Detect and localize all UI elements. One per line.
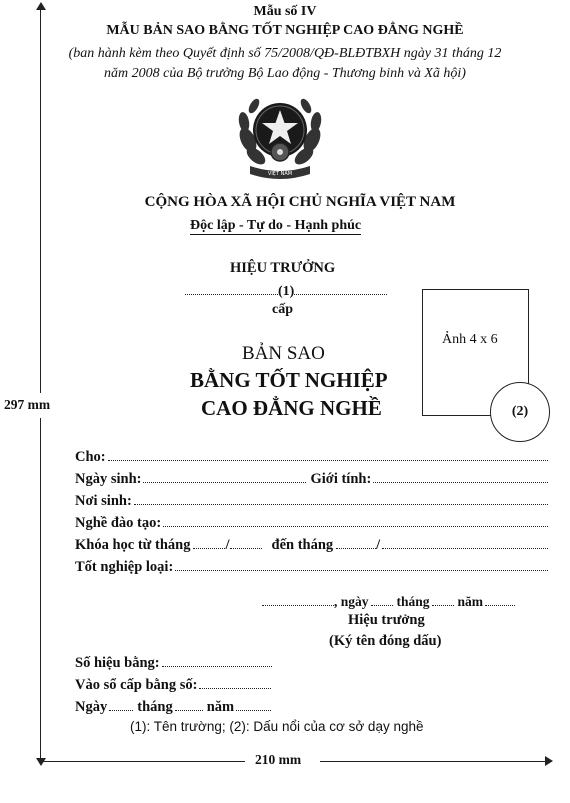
field-recipient (75, 448, 548, 468)
field-course-to-label: đến tháng (271, 537, 334, 553)
nation-title: CỘNG HÒA XÃ HỘI CHỦ NGHĨA VIỆT NAM (144, 194, 456, 210)
issue-month-blank[interactable] (432, 593, 454, 606)
registry-cert-no (75, 654, 272, 672)
registry-book-no-blank[interactable] (199, 676, 271, 689)
national-emblem (230, 90, 330, 182)
issue-place-blank[interactable] (262, 593, 334, 606)
issue-day-blank[interactable] (371, 593, 393, 606)
photo-label: Ảnh 4 x 6 (442, 332, 498, 347)
registry-year-label: năm (206, 699, 235, 715)
field-course-from-year[interactable] (230, 536, 262, 549)
field-birthplace (75, 492, 548, 512)
field-recipient-blank[interactable] (108, 448, 548, 461)
field-course-to-year[interactable] (382, 536, 548, 549)
registry-cert-no-label: Số hiệu bằng: (75, 655, 160, 671)
width-dimension-line-left (40, 761, 245, 762)
height-label: 297 mm (4, 397, 51, 412)
school-name-blank-2[interactable] (294, 282, 387, 295)
width-dimension-line-right (320, 761, 545, 762)
issuer-school-line (185, 282, 387, 300)
signature-title: Hiệu trưởng (348, 612, 425, 628)
field-birthplace-blank[interactable] (134, 492, 548, 505)
registry-year-blank[interactable] (236, 698, 271, 711)
field-trade-blank[interactable] (163, 514, 548, 527)
field-course-to-slash: / (376, 537, 381, 553)
field-grade-blank[interactable] (175, 558, 548, 571)
issuer-note-1: (1) (278, 284, 295, 299)
issue-year-blank[interactable] (485, 593, 515, 606)
registry-month-blank[interactable] (175, 698, 203, 711)
field-course-from-slash: / (225, 537, 230, 553)
field-dob-label: Ngày sinh: (75, 471, 142, 487)
motto-text: Độc lập - Tự do - Hạnh phúc (190, 218, 362, 233)
arrow-right-icon (545, 756, 553, 766)
document-title-line2: CAO ĐẲNG NGHỀ (201, 396, 382, 420)
seal-circle (490, 382, 550, 442)
field-trade-label: Nghề đào tạo: (75, 515, 162, 531)
registry-day-label: Ngày (75, 699, 108, 715)
seal-note: (2) (511, 404, 529, 419)
decree-reference-line1: (ban hành kèm theo Quyết định số 75/2008/QĐ-BLĐTBXH ngày 31 tháng 12 (68, 46, 502, 61)
registry-book-no-label: Vào sổ cấp bằng số: (75, 677, 198, 693)
width-label: 210 mm (255, 752, 302, 767)
school-name-blank[interactable] (185, 282, 278, 295)
field-grade-label: Tốt nghiệp loại: (75, 559, 174, 575)
field-course-to-month[interactable] (336, 536, 376, 549)
field-recipient-label: Cho: (75, 449, 106, 465)
registry-cert-no-blank[interactable] (162, 654, 272, 667)
field-dob-gender (75, 470, 548, 490)
issue-year-label: năm (457, 594, 484, 609)
field-trade (75, 514, 548, 534)
issue-date-line (262, 593, 515, 610)
field-grade (75, 558, 548, 578)
issuer-title: HIỆU TRƯỞNG (230, 260, 336, 276)
document-title-line1: BẰNG TỐT NGHIỆP (190, 368, 388, 392)
field-course-from-month[interactable] (193, 536, 225, 549)
issue-day-label: , ngày (334, 594, 369, 609)
footnote: (1): Tên trường; (2): Dấu nổi của cơ sở dạy nghề (130, 719, 424, 734)
copy-label: BẢN SAO (242, 343, 325, 364)
emblem-banner-text: VIỆT NAM (267, 171, 293, 177)
field-course (75, 536, 548, 556)
field-birthplace-label: Nơi sinh: (75, 493, 132, 509)
form-number: Mẫu số IV (253, 4, 317, 19)
field-gender-label: Giới tính: (310, 471, 372, 487)
registry-date (75, 698, 271, 716)
field-course-from-label: Khóa học từ tháng (75, 537, 191, 553)
field-dob-blank[interactable] (143, 470, 306, 483)
registry-book-no (75, 676, 271, 694)
issue-month-label: tháng (396, 594, 430, 609)
nation-motto (190, 218, 361, 234)
registry-day-blank[interactable] (109, 698, 133, 711)
registry-month-label: tháng (137, 699, 173, 715)
field-gender-blank[interactable] (373, 470, 548, 483)
signature-note: (Ký tên đóng dấu) (329, 633, 442, 649)
height-dimension-line-lower (40, 418, 41, 761)
form-title: MẪU BẢN SAO BẰNG TỐT NGHIỆP CAO ĐẲNG NGHỀ (106, 23, 464, 38)
arrow-down-icon (36, 758, 46, 766)
issuer-level: cấp (272, 302, 293, 317)
decree-reference-line2: năm 2008 của Bộ trưởng Bộ Lao động - Thương binh và Xã hội) (104, 66, 466, 81)
